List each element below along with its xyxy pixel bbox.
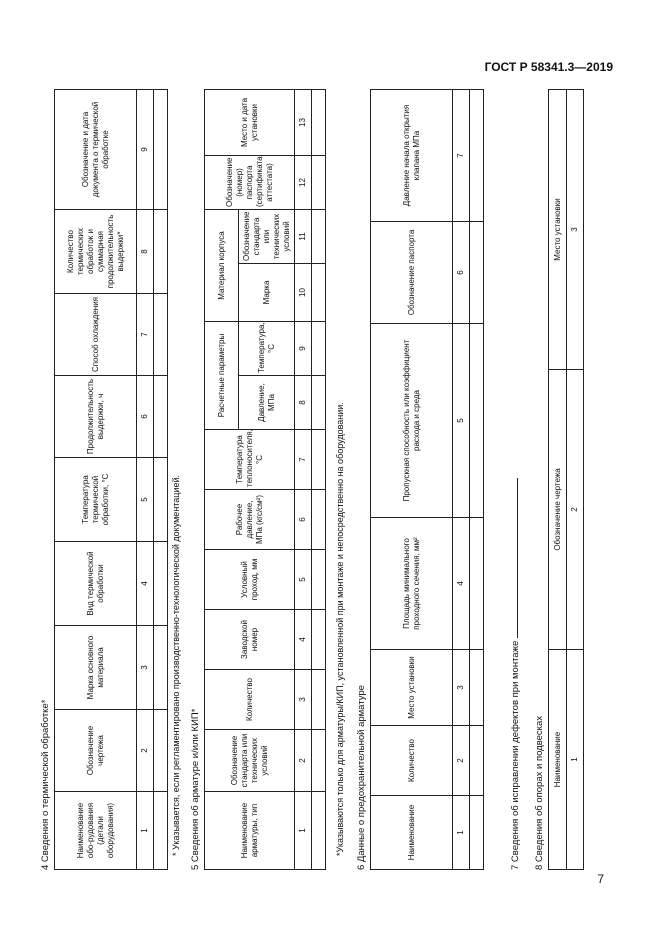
section-5-title: 5 Сведения об арматуре и/или КИП* [190, 708, 201, 870]
col-calc-pressure: Давление, МПа [239, 376, 295, 430]
col-standard: Обозначение стандарта или технических условий [205, 730, 295, 792]
section-7-label: 7 Сведения об исправлении дефектов при монтаже [510, 640, 521, 870]
col-serial-number: Заводской номер [205, 610, 295, 670]
col-name: Наименование [371, 796, 453, 870]
safety-valves-table [370, 89, 484, 870]
col-number: 6 [295, 490, 312, 550]
col-number: 10 [295, 263, 312, 321]
col-quantity: Количество [205, 670, 295, 730]
rotated-page-content [40, 90, 600, 870]
section-5-footnote: *Указываются только для арматуры/КИП, установленной при монтаже и непосредственно на оборудовании. [335, 402, 345, 856]
col-number: 9 [295, 321, 312, 375]
col-passport: Обозначение паспорта [371, 222, 453, 324]
supports-table [548, 89, 584, 870]
page-number: 7 [597, 872, 604, 886]
col-number: 8 [295, 376, 312, 430]
col-number: 5 [453, 324, 470, 518]
group-calc-params: Расчетные параметры [205, 321, 239, 429]
col-drawing: Обозначение чертежа [55, 710, 137, 792]
col-number: 12 [295, 155, 312, 209]
group-body-material: Материал корпуса [205, 209, 239, 321]
col-number: 8 [137, 210, 154, 294]
col-number: 1 [295, 792, 312, 870]
col-number: 4 [137, 542, 154, 626]
col-number: 5 [295, 550, 312, 610]
col-number: 2 [137, 710, 154, 792]
col-number: 3 [295, 670, 312, 730]
col-number: 5 [137, 458, 154, 542]
col-number: 2 [453, 726, 470, 796]
col-throughput: Пропускная способность или коэффициент расхода и среда [371, 324, 453, 518]
col-number: 4 [453, 518, 470, 650]
col-treatment-count: Количество термических обработок и суммарная продолжительность выдержки* [55, 210, 137, 294]
col-treatment-type: Вид термической обработки [55, 542, 137, 626]
col-number: 4 [295, 610, 312, 670]
col-drawing: Обозначение чертежа [549, 370, 567, 650]
col-number: 6 [137, 376, 154, 458]
col-material-grade: Марка [239, 263, 295, 321]
document-code: ГОСТ Р 58341.3—2019 [484, 60, 613, 74]
col-material-grade: Марка основного материала [55, 626, 137, 710]
col-number: 2 [295, 730, 312, 792]
col-calc-temp: Температура, °С [239, 321, 295, 375]
col-number: 7 [453, 90, 470, 222]
col-material-standard: Обозначение стандарта или технических условий [239, 209, 295, 263]
col-cooling-method: Способ охлаждения [55, 294, 137, 376]
section-6-title: 6 Данные о предохранительной арматуре [356, 685, 367, 870]
section-8-title: 8 Сведения об опорах и подвесках [534, 715, 545, 870]
col-number: 1 [137, 792, 154, 870]
col-number: 9 [137, 90, 154, 210]
col-treatment-document: Обозначение и дата документа о термической обработке [55, 90, 137, 210]
col-nominal-bore: Условный проход, мм [205, 550, 295, 610]
section-7-title [508, 478, 521, 870]
col-working-pressure: Рабочее давление, МПа (кгс/см²) [205, 490, 295, 550]
fill-in-line [508, 478, 518, 638]
col-quantity: Количество [371, 726, 453, 796]
col-opening-pressure: Давление начала открытия клапана МПа [371, 90, 453, 222]
col-treatment-temp: Температура термической обработки, °С [55, 458, 137, 542]
col-number: 7 [295, 430, 312, 490]
col-name: Наименование [549, 650, 567, 870]
col-hold-duration: Продолжительность выдержки, ч [55, 376, 137, 458]
col-min-area: Площадь минимального проходного сечения, мм² [371, 518, 453, 650]
col-valve-name: Наименование арматуры, тип [205, 792, 295, 870]
col-number: 3 [567, 90, 584, 370]
col-install-place: Место установки [549, 90, 567, 370]
col-install-place: Место установки [371, 650, 453, 726]
col-number: 1 [567, 650, 584, 870]
col-coolant-temp: Температура теплоносителя, °С [205, 430, 295, 490]
col-number: 3 [137, 626, 154, 710]
col-passport: Обозначение (номер) паспорта (сертификата, аттестата) [205, 155, 295, 209]
col-number: 3 [453, 650, 470, 726]
col-number: 13 [295, 89, 312, 155]
section-4-title: 4 Сведения о термической обработке* [40, 699, 51, 870]
col-number: 1 [453, 796, 470, 870]
col-number: 6 [453, 222, 470, 324]
col-number: 11 [295, 209, 312, 263]
col-number: 2 [567, 370, 584, 650]
valves-table [204, 89, 326, 870]
col-number: 7 [137, 294, 154, 376]
col-install-date: Место и дата установки [205, 89, 295, 155]
section-4-footnote: * Указывается, если регламентировано производственно-технологической документацией. [171, 474, 181, 856]
heat-treatment-table [54, 89, 168, 870]
col-equipment-name: Наименование обо-рудования (детали оборудования) [55, 792, 137, 870]
